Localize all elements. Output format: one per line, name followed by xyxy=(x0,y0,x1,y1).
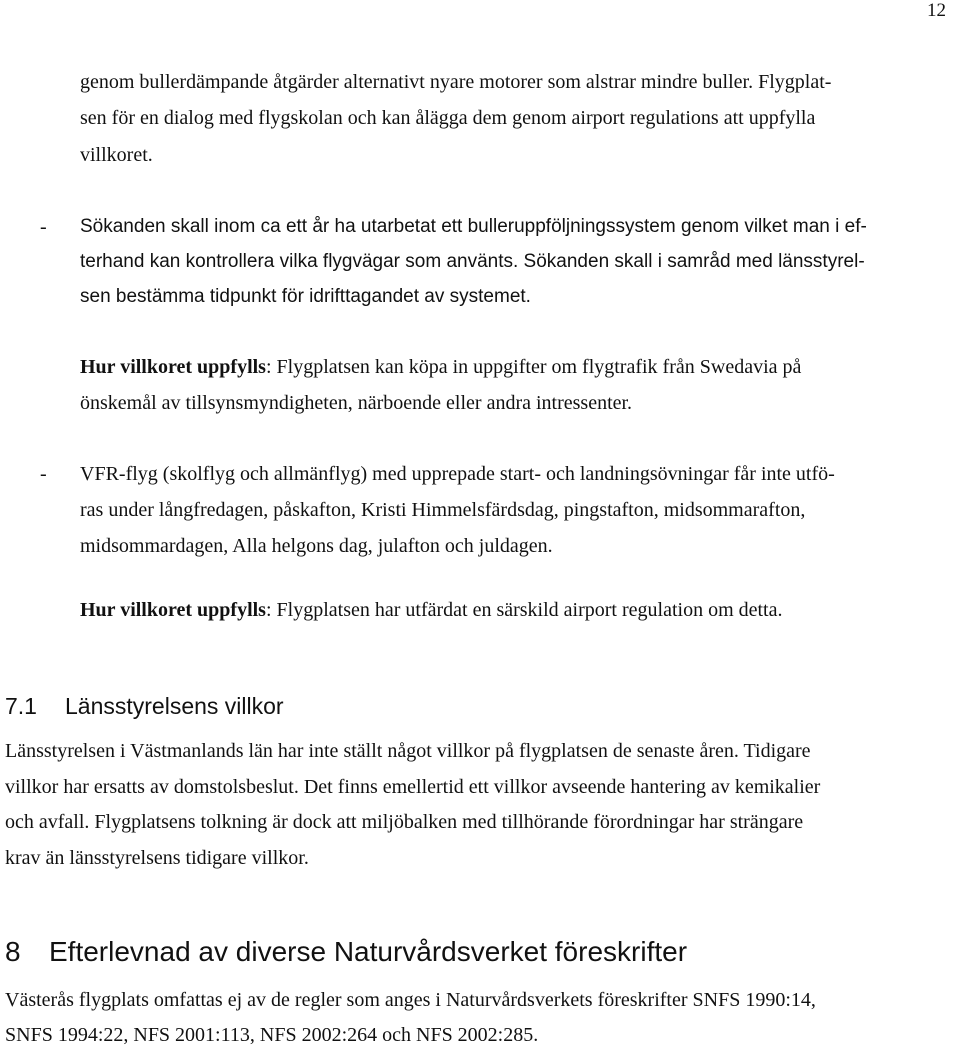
paragraph-line: Länsstyrelsen i Västmanlands län har inte ställt något villkor på flygplatsen de senaste åren. Tidigare xyxy=(5,740,811,762)
bullet-dash: - xyxy=(40,216,47,238)
paragraph-line: villkoret. xyxy=(80,144,153,166)
section-title: Länsstyrelsens villkor xyxy=(65,693,284,719)
paragraph-line: sen för en dialog med flygskolan och kan ålägga dem genom airport regulations att uppfylla xyxy=(80,107,816,129)
fulfilment-line xyxy=(80,598,783,622)
page-number: 12 xyxy=(927,0,946,21)
bullet-line: midsommardagen, Alla helgons dag, julafton och juldagen. xyxy=(80,535,553,557)
bullet-line: VFR-flyg (skolflyg och allmänflyg) med upprepade start- och landningsövningar får inte utfö- xyxy=(80,463,835,485)
fulfilment-label: Hur villkoret uppfylls xyxy=(80,599,266,621)
section-number: 7.1 xyxy=(5,693,37,719)
bullet-line: Sökanden skall inom ca ett år ha utarbetat ett bulleruppföljningssystem genom vilket man i ef- xyxy=(80,216,867,237)
section-number: 8 xyxy=(5,936,21,967)
fulfilment-label: Hur villkoret uppfylls xyxy=(80,356,266,378)
paragraph-line: genom bullerdämpande åtgärder alternativt nyare motorer som alstrar mindre buller. Flygplat- xyxy=(80,71,832,93)
section-heading-8 xyxy=(5,936,687,968)
section-heading-7-1 xyxy=(5,693,284,720)
paragraph-line: krav än länsstyrelsens tidigare villkor. xyxy=(5,847,309,869)
section-title: Efterlevnad av diverse Naturvårdsverket föreskrifter xyxy=(49,936,688,967)
bullet-line: terhand kan kontrollera vilka flygvägar som använts. Sökanden skall i samråd med länsstyrel- xyxy=(80,251,865,272)
paragraph-line: SNFS 1994:22, NFS 2001:113, NFS 2002:264 och NFS 2002:285. xyxy=(5,1024,539,1046)
bullet-dash: - xyxy=(40,463,47,485)
fulfilment-line xyxy=(80,355,801,379)
fulfilment-text: : Flygplatsen kan köpa in uppgifter om flygtrafik från Swedavia på xyxy=(265,356,802,378)
paragraph-line: villkor har ersatts av domstolsbeslut. Det finns emellertid ett villkor avseende hantering av kemikalier xyxy=(5,776,821,798)
fulfilment-text: : Flygplatsen har utfärdat en särskild airport regulation om detta. xyxy=(265,599,783,621)
bullet-line: ras under långfredagen, påskafton, Kristi Himmelsfärdsdag, pingstafton, midsommarafton, xyxy=(80,499,806,521)
bullet-line: sen bestämma tidpunkt för idrifttagandet av systemet. xyxy=(80,286,531,307)
paragraph-line: Västerås flygplats omfattas ej av de regler som anges i Naturvårdsverkets föreskrifter SNFS 1990:14, xyxy=(5,989,816,1011)
paragraph-line: och avfall. Flygplatsens tolkning är dock att miljöbalken med tillhörande förordningar har strängare xyxy=(5,811,804,833)
fulfilment-line: önskemål av tillsynsmyndigheten, närboende eller andra intressenter. xyxy=(80,392,633,414)
